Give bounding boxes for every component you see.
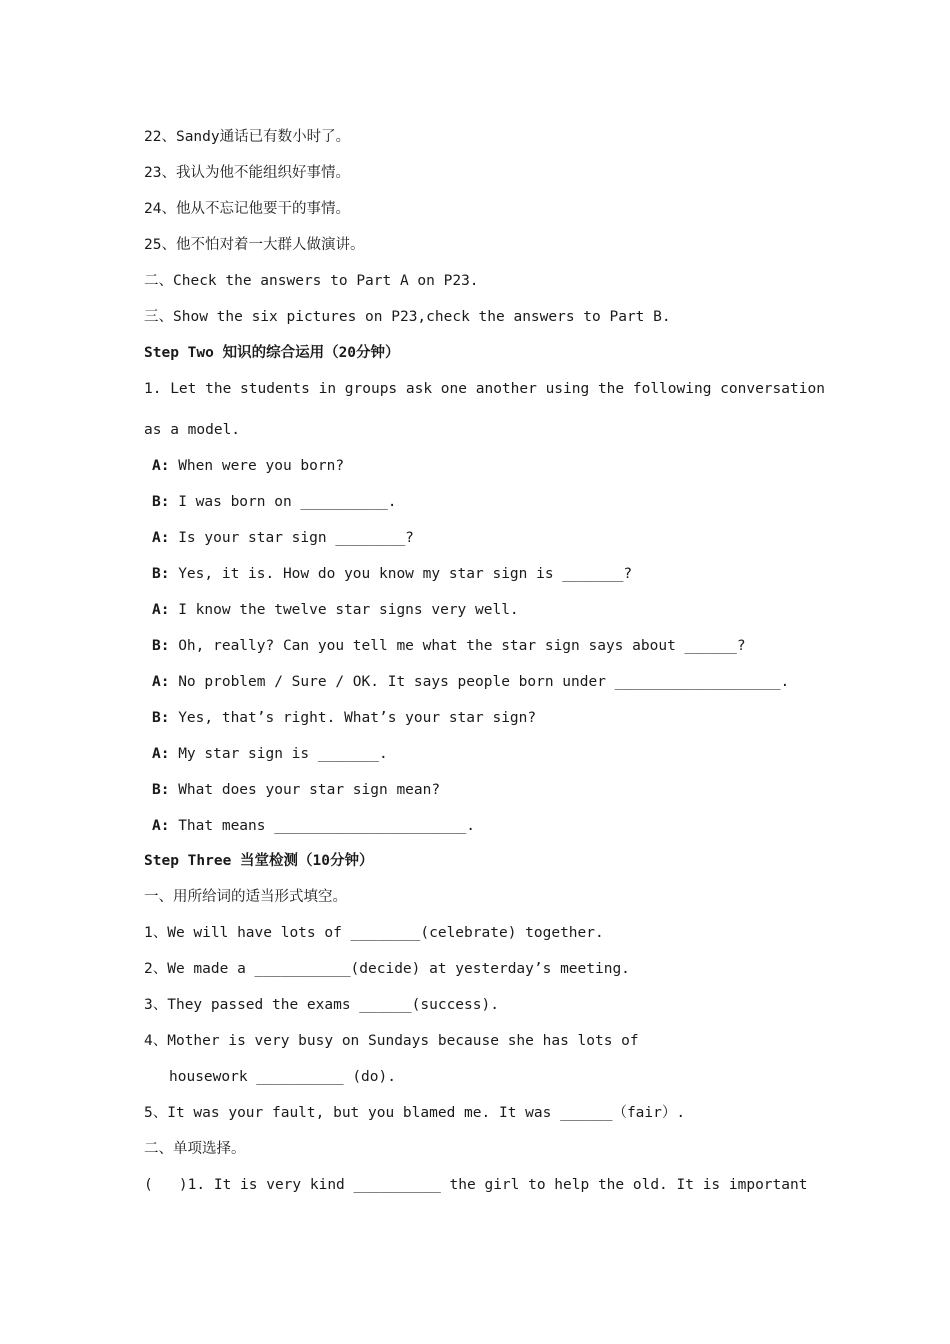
- dialogue-line: [152, 780, 440, 800]
- dialogue-line: [152, 816, 475, 836]
- part-2-title: 二、单项选择。: [144, 1141, 246, 1157]
- task-1-line-2: as a model.: [144, 422, 241, 438]
- dialogue-text: I was born on __________.: [169, 494, 397, 510]
- dialogue-text: Yes, that’s right. What’s your star sign?: [169, 710, 537, 726]
- dialogue-speaker: A:: [152, 674, 170, 690]
- instruction-check-part-a: 二、Check the answers to Part A on P23.: [144, 273, 479, 289]
- sentence-22: 22、Sandy通话已有数小时了。: [144, 129, 351, 145]
- dialogue-line: [152, 708, 536, 728]
- dialogue-speaker: B:: [152, 710, 170, 726]
- dialogue-line: [152, 528, 414, 548]
- dialogue-speaker: A:: [152, 746, 170, 762]
- dialogue-line: [152, 456, 344, 476]
- dialogue-text: Is your star sign ________?: [169, 530, 414, 546]
- fill-question-4: 4、Mother is very busy on Sundays because she has lots of: [144, 1033, 639, 1049]
- dialogue-line: [152, 636, 746, 656]
- dialogue-line: [152, 564, 632, 584]
- dialogue-speaker: A:: [152, 530, 170, 546]
- dialogue-speaker: A:: [152, 602, 170, 618]
- dialogue-text: That means ______________________.: [169, 818, 476, 834]
- dialogue-speaker: B:: [152, 638, 170, 654]
- step-two-heading: Step Two 知识的综合运用（20分钟）: [144, 345, 400, 361]
- dialogue-line: [152, 492, 396, 512]
- choice-question-1: ( )1. It is very kind __________ the girl to help the old. It is important: [144, 1177, 808, 1193]
- instruction-check-part-b: 三、Show the six pictures on P23,check the answers to Part B.: [144, 309, 671, 325]
- dialogue-text: When were you born?: [169, 458, 345, 474]
- sentence-23: 23、我认为他不能组织好事情。: [144, 165, 350, 181]
- dialogue-text: I know the twelve star signs very well.: [169, 602, 519, 618]
- task-1-line-1: 1. Let the students in groups ask one another using the following conversation: [144, 381, 825, 397]
- dialogue-text: Oh, really? Can you tell me what the star sign says about ______?: [169, 638, 746, 654]
- dialogue-text: What does your star sign mean?: [169, 782, 441, 798]
- sentence-25: 25、他不怕对着一大群人做演讲。: [144, 237, 365, 253]
- step-three-heading: Step Three 当堂检测（10分钟）: [144, 853, 374, 869]
- dialogue-speaker: B:: [152, 494, 170, 510]
- part-1-title: 一、用所给词的适当形式填空。: [144, 889, 347, 905]
- dialogue-line: [152, 600, 519, 620]
- fill-question-1: 1、We will have lots of ________(celebrate) together.: [144, 925, 604, 941]
- dialogue-text: My star sign is _______.: [169, 746, 388, 762]
- dialogue-line: [152, 744, 388, 764]
- sentence-24: 24、他从不忘记他要干的事情。: [144, 201, 350, 217]
- fill-question-4-continued: housework __________ (do).: [169, 1069, 396, 1085]
- dialogue-text: Yes, it is. How do you know my star sign is _______?: [169, 566, 633, 582]
- dialogue-speaker: B:: [152, 566, 170, 582]
- dialogue-line: [152, 672, 789, 692]
- dialogue-speaker: B:: [152, 782, 170, 798]
- dialogue-text: No problem / Sure / OK. It says people born under ___________________.: [169, 674, 790, 690]
- fill-question-5: 5、It was your fault, but you blamed me. It was ______（fair）.: [144, 1105, 686, 1121]
- fill-question-3: 3、They passed the exams ______(success).: [144, 997, 499, 1013]
- fill-question-2: 2、We made a ___________(decide) at yesterday’s meeting.: [144, 961, 630, 977]
- dialogue-speaker: A:: [152, 818, 170, 834]
- dialogue-speaker: A:: [152, 458, 170, 474]
